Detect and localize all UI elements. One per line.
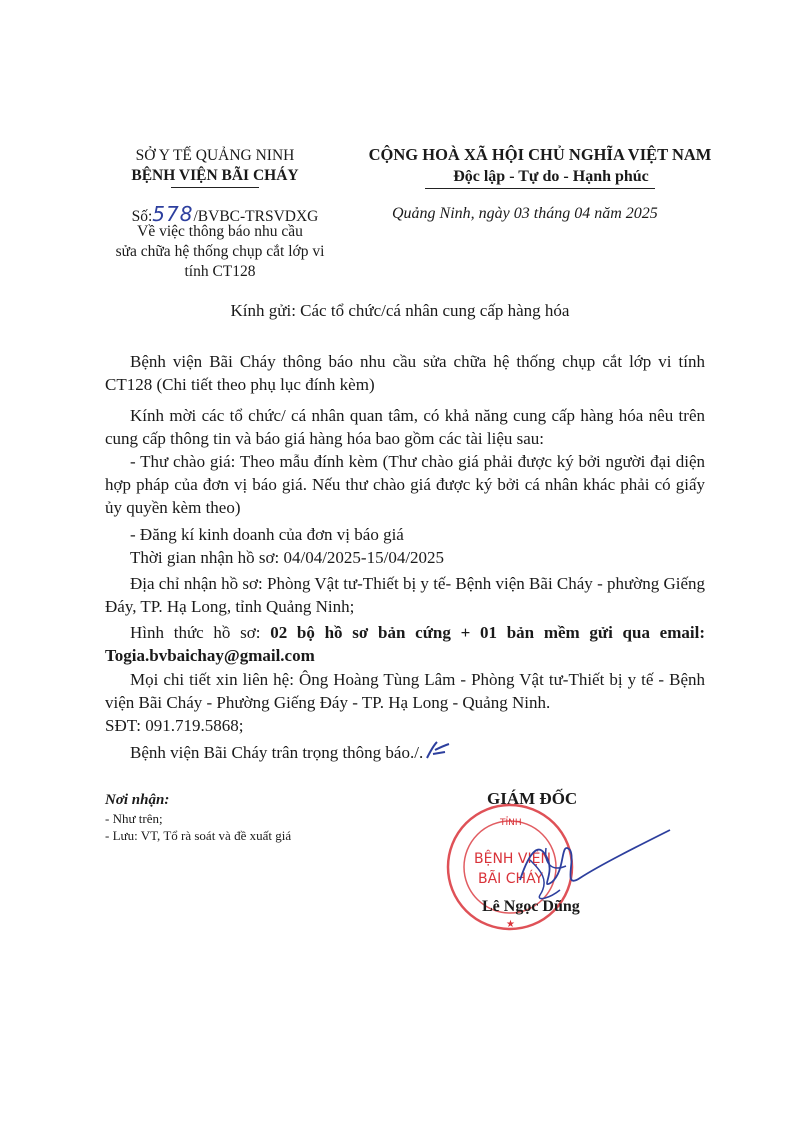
subject-line-1: Về việc thông báo nhu cầu: [137, 223, 303, 240]
paragraph-closing: Bệnh viện Bãi Cháy trân trọng thông báo./.: [105, 740, 705, 764]
recipients-block: [105, 790, 325, 844]
recipient-line-1: - Như trên;: [105, 811, 163, 826]
greeting: Kính gửi: Các tổ chức/cá nhân cung cấp hàng hóa: [230, 301, 570, 320]
svg-text:★: ★: [506, 919, 515, 930]
subject-line-3: tính CT128: [184, 263, 256, 280]
national-motto: Độc lập - Tự do - Hạnh phúc: [425, 166, 655, 189]
seal-line-2: BÃI CHÁY: [478, 871, 544, 887]
recipients-title: Nơi nhận:: [105, 792, 170, 808]
seal-line-1: BỆNH VIỆN: [474, 851, 551, 867]
paragraph-intro: Bệnh viện Bãi Cháy thông báo nhu cầu sửa chữa hệ thống chụp cắt lớp vi tính CT128 (Chi tiết theo phụ lục đính kèm): [105, 352, 705, 394]
handwritten-number: 578: [152, 202, 194, 226]
paragraph-business-registration: - Đăng kí kinh doanh của đơn vị báo giá: [130, 525, 404, 544]
parent-agency: SỞ Y TẾ QUẢNG NINH: [135, 147, 295, 164]
number-suffix: /BVBC-TRSVDXG: [193, 208, 319, 225]
national-title: CỘNG HOÀ XÃ HỘI CHỦ NGHĨA VIỆT NAM: [368, 145, 712, 164]
agency-underline: [171, 187, 259, 188]
paragraph-submission-time: Thời gian nhận hồ sơ: 04/04/2025-15/04/2025: [130, 548, 445, 567]
document-date: Quảng Ninh, ngày 03 tháng 04 năm 2025: [392, 205, 658, 222]
number-prefix: Số:: [131, 208, 153, 225]
initials-mark-icon: [423, 740, 451, 762]
paragraph-contact: Mọi chi tiết xin liên hệ: Ông Hoàng Tùng Lâm - Phòng Vật tư-Thiết bị y tế - Bệnh viện Bãi Cháy - Phường Giếng Đáy - TP. Hạ Long - Quảng Ninh.: [105, 670, 705, 712]
national-header-block: [350, 144, 730, 189]
format-label: Hình thức hồ sơ:: [130, 623, 271, 642]
format-details: 02 bộ hồ sơ bản cứng + 01 bản mềm gửi qua email: Togia.bvbaichay@gmail.com: [105, 623, 706, 665]
hospital-name: BỆNH VIỆN BÃI CHÁY: [131, 167, 299, 184]
paragraph-phone: SĐT: 091.719.5868;: [105, 716, 244, 735]
paragraph-submission-address: Địa chỉ nhận hồ sơ: Phòng Vật tư-Thiết bị y tế- Bệnh viện Bãi Cháy - phường Giếng Đáy, TP. Hạ Long, tỉnh Quảng Ninh;: [105, 574, 705, 616]
paragraph-quotation-letter: - Thư chào giá: Theo mẫu đính kèm (Thư chào giá phải được ký bởi người đại diện hợp pháp của đơn vị báo giá. Nếu thư chào giá được ký bởi cá nhân khác phải có giấy ủy quyền kèm theo): [105, 452, 705, 517]
recipient-line-2: - Lưu: VT, Tổ rà soát và đề xuất giá: [105, 828, 292, 843]
signer-name: Lê Ngọc Dũng: [482, 898, 580, 915]
subject-line-2: sửa chữa hệ thống chụp cắt lớp vi: [115, 243, 325, 260]
signer-title: GIÁM ĐỐC: [487, 789, 578, 808]
document-subject: [95, 222, 345, 282]
paragraph-submission-format: [105, 621, 705, 667]
seal-top-text: TỈNH: [500, 818, 522, 828]
paragraph-invitation: Kính mời các tổ chức/ cá nhân quan tâm, có khả năng cung cấp hàng hóa nêu trên cung cấp thông tin và báo giá hàng hóa bao gồm các tài liệu sau:: [105, 406, 705, 448]
issuing-agency-block: [95, 146, 335, 188]
